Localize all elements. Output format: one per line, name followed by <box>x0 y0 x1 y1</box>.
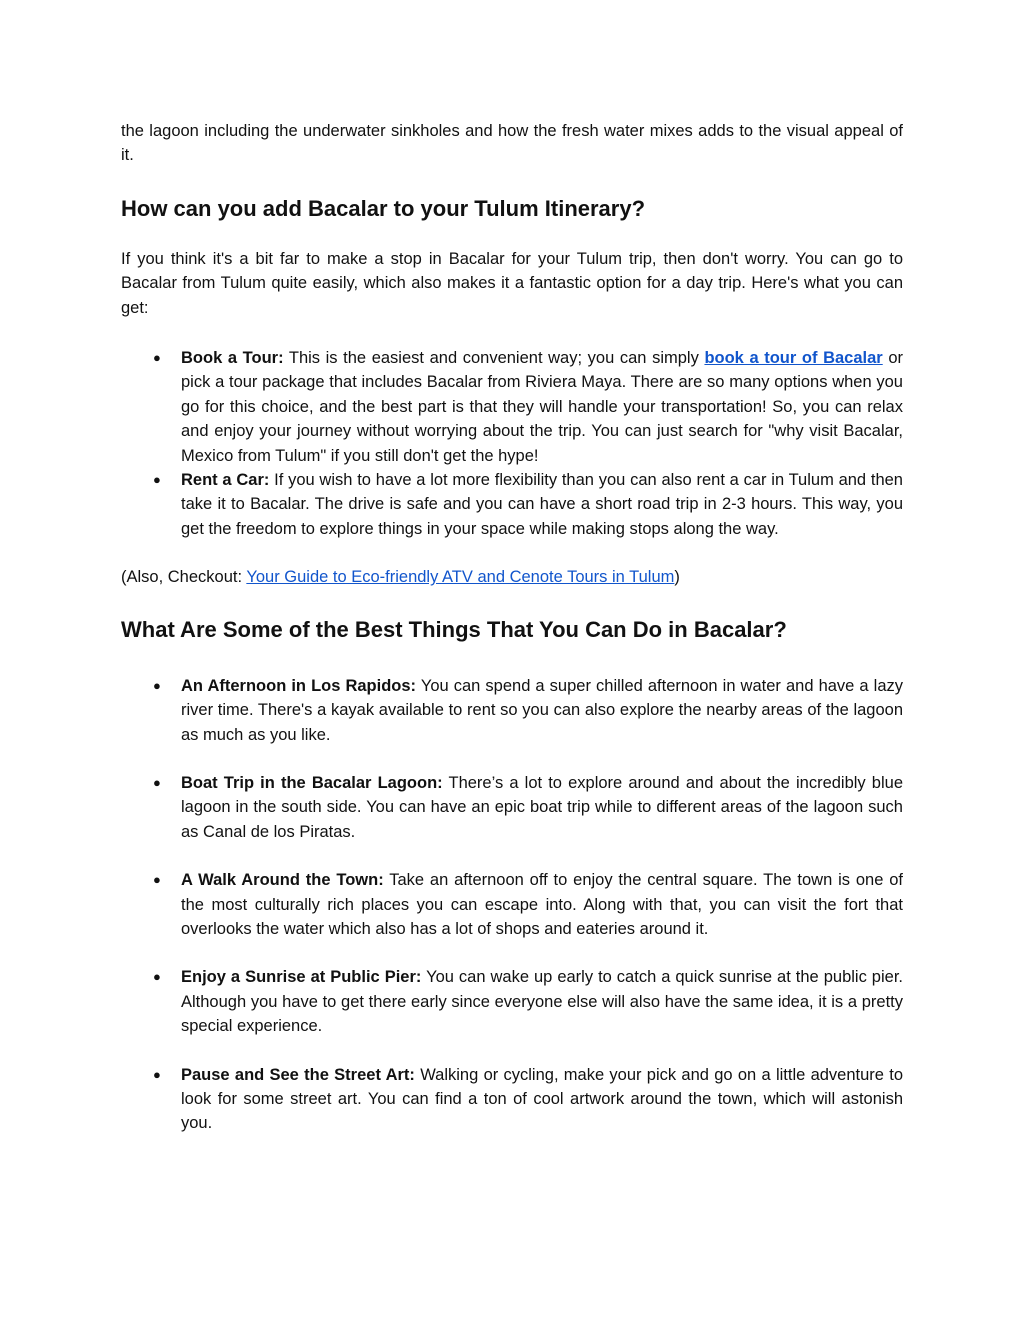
bullet-icon: ● <box>153 969 161 985</box>
list-item <box>121 771 903 844</box>
item-text: Take an afternoon off to enjoy the central square. The town is one of the most culturally rich places you can escape into. Along with that, you can visit the fort that overlooks the water which also has a lot of shops and eateries around it. <box>181 871 903 938</box>
item-text: or pick a tour package that includes Bacalar from Riviera Maya. There are so many options when you go for this choice, and the best part is that they will handle your transportation! So, you can relax and enjoy your journey without worrying about the trip. You can just search for "why visit Bacalar, Mexico from Tulum" if you still don't get the hype! <box>181 349 903 465</box>
bullet-icon: ● <box>153 872 161 888</box>
item-text: Walking or cycling, make your pick and go on a little adventure to look for some street art. You can find a ton of cool artwork around the town, which will astonish you. <box>181 1065 903 1133</box>
eco-atv-guide-link[interactable]: Your Guide to Eco-friendly ATV and Cenote Tours in Tulum <box>246 568 675 587</box>
list-item-rent-car <box>121 468 903 541</box>
also-checkout-paragraph <box>121 565 903 589</box>
item-title: Book a Tour: <box>181 349 284 368</box>
item-title: A Walk Around the Town: <box>181 871 384 890</box>
item-text: This is the easiest and convenient way; you can simply <box>283 349 705 368</box>
best-things-list <box>121 674 903 1136</box>
itinerary-paragraph: If you think it's a bit far to make a stop in Bacalar for your Tulum trip, then don't worry. You can go to Bacalar from Tulum quite easily, which also makes it a fantastic option for a day trip. Here's what you can get: <box>121 249 903 317</box>
itinerary-heading: How can you add Bacalar to your Tulum Itinerary? <box>121 195 646 221</box>
intro-paragraph: the lagoon including the underwater sinkholes and how the fresh water mixes adds to the visual appeal of it. <box>121 122 903 165</box>
item-text: There’s a lot to explore around and about the incredibly blue lagoon in the south side. You can have an epic boat trip while to different areas of the lagoon such as Canal de los Piratas. <box>181 773 904 841</box>
item-title: Rent a Car: <box>181 471 270 490</box>
item-text: You can spend a super chilled afternoon in water and have a lazy river time. There's a kayak available to rent so you can also explore the nearby areas of the lagoon as much as you like. <box>181 676 904 744</box>
itinerary-list <box>121 346 903 541</box>
bullet-icon: ● <box>153 1066 161 1082</box>
item-title: Enjoy a Sunrise at Public Pier: <box>181 968 422 987</box>
item-text: You can wake up early to catch a quick sunrise at the public pier. Although you have to get there early since everyone else will also have the same idea, it is a pretty special experience. <box>181 968 903 1036</box>
bullet-icon: ● <box>153 774 161 790</box>
list-item <box>121 1063 903 1136</box>
list-item <box>121 868 903 941</box>
item-text: If you wish to have a lot more flexibility than you can also rent a car in Tulum and then take it to Bacalar. The drive is safe and you can have a short road trip in 2-3 hours. This way, you get the freedom to explore things in your space while making stops along the way. <box>181 471 903 538</box>
bullet-icon: ● <box>153 350 161 366</box>
item-title: Boat Trip in the Bacalar Lagoon: <box>181 773 443 792</box>
list-item <box>121 965 903 1038</box>
best-things-heading: What Are Some of the Best Things That You Can Do in Bacalar? <box>121 616 787 642</box>
item-title: An Afternoon in Los Rapidos: <box>181 676 417 695</box>
list-item <box>121 674 903 747</box>
also-suffix: ) <box>674 568 680 587</box>
bullet-icon: ● <box>153 472 161 488</box>
bullet-icon: ● <box>153 677 161 693</box>
book-tour-link[interactable]: book a tour of Bacalar <box>704 349 883 368</box>
list-item-book-tour <box>121 346 903 468</box>
also-prefix: (Also, Checkout: <box>121 568 247 587</box>
item-title: Pause and See the Street Art: <box>181 1065 415 1084</box>
